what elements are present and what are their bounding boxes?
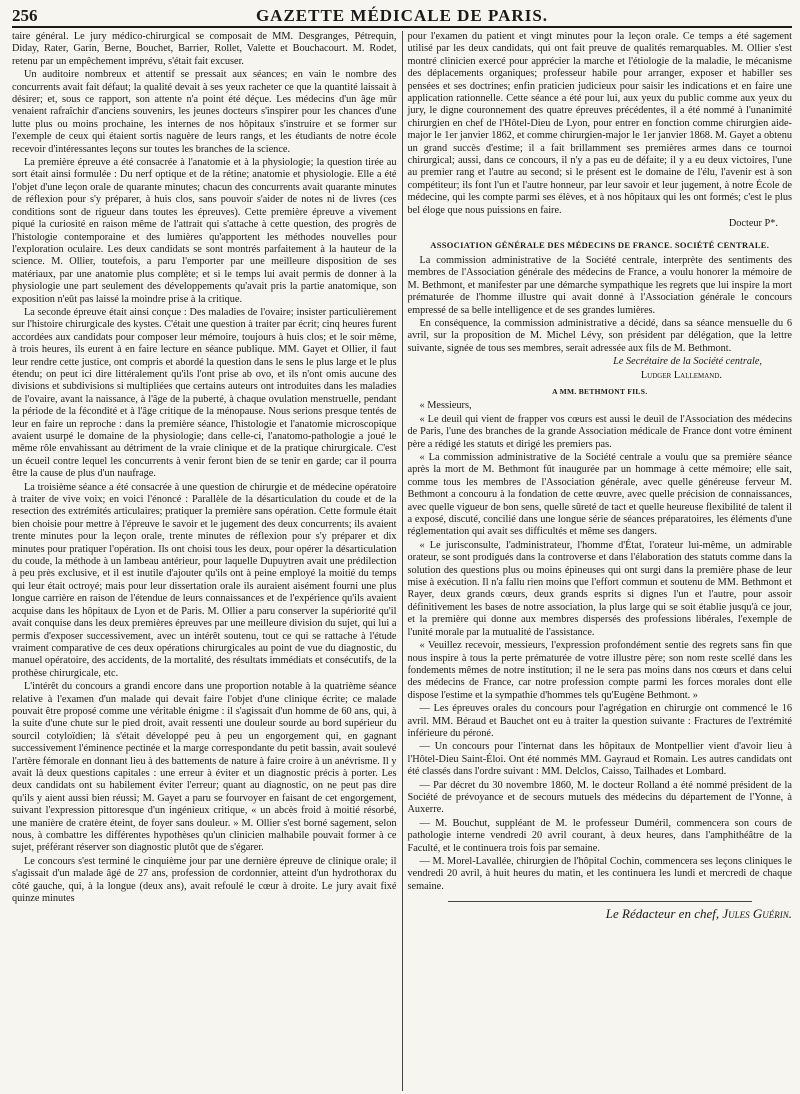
news-item: — Un concours pour l'internat dans les hôpitaux de Montpellier vient d'avoir lieu à l'Hôtel-Dieu Saint-Éloi. Ont été nommés MM. Gayraud et Romain. Les autres candidats ont été classés dans l'ordre suivant : MM. Delclos, Caisso, Tailhades et Lombard.	[407, 741, 792, 778]
paragraph: La première épreuve a été consacrée à l'anatomie et à la physiologie; la question tirée au sort était ainsi formulée : Du nerf optique et de la rétine; anatomie et physiologie. Elle a été l'objet d'une leçon orale de quarante minutes; chacun des concurrents avait quarante minutes de réflexion pour s'y préparer, à huis clos, sans pouvoir s'aider de notes ni de livres (ces conditions sont de rigueur dans toutes les épreuves). Cette première épreuve a vivement piqué la curiosité en raison même de l'attrait qui s'attache à cette question, des progrès de l'histologie contemporaine et des lumières qu'apportent les méthodes nouvelles pour l'exploration oculaire. Les deux candidats se sont montrés parfaitement à la hauteur de la science. M. Ollier, toutefois, a paru l'emporter par une meilleure disposition de ses matériaux, par une anatomie plus complète; et si le temps lui avait permis de donner à la physiologie une part seulement des développements qu'avait pris la partie anatomique, son exposition n'eût pas laissé la moindre prise à la critique.	[12, 157, 397, 305]
paragraph: Un auditoire nombreux et attentif se pressait aux séances; en vain le nombre des concurrents avait fait défaut; la qualité devait à ses yeux racheter ce que la quantité laissait à désirer; et, sous ce rapport, son attente n'a point été déçue. Les médecins d'un âge mûr venaient rafraîchir d'anciens souvenirs, les jeunes docteurs s'inspirer pour les chances d'une lutte plus ou moins prochaine, les internes de nos hôpitaux s'instruire et se former sur l'exemple de ceux qui étaient sortis naguère de leurs rangs, et les étudiants de notre école recevoir d'intéressantes leçons sur toutes les branches de la science.	[12, 69, 397, 155]
left-column	[12, 31, 402, 1091]
right-column	[402, 31, 793, 1091]
editor-label: Le Rédacteur en chef,	[605, 906, 720, 922]
divider	[448, 901, 753, 902]
page-number: 256	[12, 6, 38, 25]
paragraph: pour l'examen du patient et vingt minutes pour la leçon orale. Ce temps a été sagement utilisé par les deux candidats, qui ont fait preuve de qualités remarquables. M. Ollier s'est montré clinicien exercé pour apprécier la marche et l'étiologie de la maladie, le mécanisme des déplacements organiques; professeur habile pour arranger, exposer et habiller ses pensées et ses doctrines; enfin praticien judicieux pour saisir les indications et en faire une application rationnelle. Cette séance a été pour lui, aux yeux du public comme aux yeux du jury, le digne couronnement des quatre épreuves précédentes, il a été nommé à l'unanimité chirurgien en chef de l'Hôtel-Dieu de Lyon, pour entrer en fonction comme chirurgien aide-major le 1er janvier 1862, et comme chirurgien-major le 1er janvier 1868. M. Gayet a obtenu un grand succès d'estime; il a fait brillamment ses premières armes dans ce tournoi chirurgical; aussi, dans ce concours, il n'y a pas eu de défaite; il y a eu deux victoires, l'une au premier rang et l'autre au second; si le présent est le domaine de l'élu, l'avenir est à son compétiteur; ils font l'un et l'autre honneur, par leur savoir et leur jugement, à notre École de médecine, qui les compte parmi ses élèves, et à nos hôpitaux qui les ont formés; c'est le plus bel éloge que nous puissions en faire.	[407, 31, 792, 216]
paragraph: La seconde épreuve était ainsi conçue : Des maladies de l'ovaire; insister particulièrement sur l'histoire chirurgicale des kystes. C'était une question à traiter par écrit; cinq heures furent accordées aux candidats pour composer leur mémoire, toujours à huis clos; et le soir même, à trois heures, ils eurent à en faire lecture en séance publique. MM. Gayet et Ollier, il faut leur rendre cette justice, ont compris et abordé la question dans le sens le plus large et le plus étendu; on peut ici dire littéralement qu'ils l'ont prise ab ovo, et ils n'ont omis aucune des divisions et subdivisions si multipliées que certains auteurs ont introduites dans les maladies de l'ovaire, avant la naissance, à l'âge de la puberté, à chaque ovulation menstruelle, pendant la période de la fécondité et à l'âge critique de la ménopause. Nous serions presque tentés de leur en faire un reproche : dans la première séance, l'histologie et l'anatomie microscopique avaient usurpé le domaine de la physiologie; dans celle-ci, l'anatomo-pathologie a joué le même rôle envahissant au détriment de la vraie clinique et de la pratique chirurgicale. C'est un écueil contre lequel les concurrents à venir feront bien de se tenir en garde; car il pourra être la cause de plus d'un naufrage.	[12, 306, 397, 480]
paragraph: « Le deuil qui vient de frapper vos cœurs est aussi le deuil de l'Association des médecins de Paris, l'une des branches de la grande Association médicale de France dont votre éminent père a rédigé les statuts et dirigé les premiers pas.	[407, 413, 792, 450]
news-item: — M. Morel-Lavallée, chirurgien de l'hôpital Cochin, commencera ses leçons cliniques le vendredi 20 avril, à huit heures du matin, et les continuera les lundi et mercredi de chaque semaine.	[407, 856, 792, 892]
letter-salutation: « Messieurs,	[419, 400, 472, 412]
text-columns	[12, 31, 792, 1091]
secretary-name: Ludger Lallemand.	[640, 369, 722, 381]
paragraph: La troisième séance a été consacrée à une question de chirurgie et de médecine opératoire à traiter de vive voix; en voici l'énoncé : Parallèle de la désarticulation du coude et de la resection des extrémités articulaires; pratiquer la première sans opération. Cette formule était bien choisie pour mettre à l'épreuve le savoir et le jugement des deux concurrents; ils avaient trente minutes pour la leçon orale, trente minutes de réflexion pour s'y préparer et dix minutes pour pratiquer l'opération. Ils ont choisi tous les deux, pour opérer la désarticulation du coude, la méthode à un lambeau antérieur, pour laquelle Dupuytren avait une prédilection à peu près exclusive, et il est inutile d'ajouter qu'ils ont à peine employé la moitié du temps qui leur était octroyé; mais pour leur dissertation orale ils auraient aisément fourni une plus longue carrière en raison de l'étendue de leurs connaissances et de l'expérience qu'ils avaient acquise dans les hôpitaux de Lyon et de Paris. M. Ollier a paru conserver la supériorité qu'il avait conquise dans les deux premières épreuves par une meilleure division du sujet, qui lui a permis d'exposer successivement, avec un intérêt soutenu, tout ce qui se rattache à l'étude vraiment comparative de ces deux opérations chirurgicales au point de vue du diagnostic, du manuel opératoire, des accidents, de la mortalité, des résultats immédiats et consécutifs, de la prothèse chirurgicale, etc.	[12, 481, 397, 679]
page-header	[12, 4, 792, 28]
paragraph: Le concours s'est terminé le cinquième jour par une dernière épreuve de clinique orale; il s'agissait d'un malade âgé de 27 ans, profession de cordonnier, atteint d'un hydrothorax du côté gauche, qui, à la longue (deux ans), avait refoulé le cœur à droite. Le jury avait fixé quinze minutes	[12, 855, 397, 905]
paragraph: taire général. Le jury médico-chirurgical se composait de MM. Desgranges, Pétrequin, Diday, Rater, Garin, Berne, Bouchet, Barrier, Rollet, Valette et Bouchacourt. M. Rodet, retenu par un empêchement imprévu, s'était fait excuser.	[12, 31, 397, 67]
paragraph: La commission administrative de la Société centrale, interprète des sentiments des membres de l'Association générale des médecins de France, a voulu honorer la mémoire de M. Bethmont, et manifester par une démarche sympathique les regrets que lui inspire la mort prématurée de l'homme illustre qui avait donné à l'Association générale le concours empressé de sa belle intelligence et de ses grandes lumières.	[407, 254, 792, 316]
editor-name: Jules Guérin.	[722, 906, 792, 922]
section-heading: ASSOCIATION GÉNÉRALE DES MÉDECINS DE FRANCE. SOCIÉTÉ CENTRALE.	[430, 239, 770, 250]
letter-heading: A MM. BETHMONT FILS.	[552, 386, 648, 396]
editor-signature	[408, 908, 793, 920]
paragraph: « Veuillez recevoir, messieurs, l'expression profondément sentie des regrets sans fin que nous inspire à tous la perte prématurée de votre illustre père; son nom reste scellé dans les fondements mêmes de notre institution; il ne le sera pas moins dans nos cœurs et dans celui des médecins de France, car notre profession compte parmi les forces morales dont elle dispose l'estime et la sympathie d'hommes tels qu'Eugène Bethmont. »	[407, 640, 792, 701]
author-signature: Docteur P*.	[728, 218, 778, 230]
paragraph: En conséquence, la commission administrative a décidé, dans sa séance mensuelle du 6 avril, sur la proposition de M. Michel Lévy, son président par délégation, que la lettre suivante, signée de tous ses membres, serait adressée aux fils de M. Bethmont.	[407, 317, 792, 354]
paragraph: « La commission administrative de la Société centrale a voulu que sa première séance après la mort de M. Bethmont fût inaugurée par un hommage à cette mémoire; elle sait, comme tous les membres de l'Association générale, avec quelle généreuse ferveur M. Bethmont a concouru à la fondation de cette œuvre, avec quelle précision de connaissances, avec quelle vigueur de bon sens, quelle sûreté de tact et quelle heureuse flexibilité de talent il a exposé, discuté, concilié dans une longue série de séances préparatoires, les éléments d'une réglementation qui avait ses difficultés et même ses dangers.	[407, 452, 792, 538]
news-item: — Par décret du 30 novembre 1860, M. le docteur Rolland a été nommé président de la Société de prévoyance et de secours mutuels des médecins du département de l'Yonne, à Auxerre.	[407, 779, 792, 816]
journal-title: GAZETTE MÉDICALE DE PARIS.	[255, 6, 549, 25]
news-item: — Les épreuves orales du concours pour l'agrégation en chirurgie ont commencé le 16 avril. MM. Béraud et Bauchet ont eu à traiter la question suivante : Fractures de l'extrémité inférieure du péroné.	[407, 703, 792, 739]
paragraph: L'intérêt du concours a grandi encore dans une proportion notable à la quatrième séance relative à l'examen d'un malade qui devait faire l'objet d'une clinique écrite; ce malade pouvait être proposé comme une véritable énigme : il s'agissait d'un homme de 60 ans, qui, à la suite d'une chute sur le pied droit, avait ressenti une douleur sourde au bord supérieur du sourcil cotyloïdien; là s'était développé peu à peu un engorgement qui, en gagnant successivement l'éminence pectinée et la marge correspondante du petit bassin, avait soulevé l'artère fémorale en donnant lieu à des battements de nature à faire croire à un anévrisme. Il y avait là deux questions capitales : une erreur à éviter et un diagnostic précis à porter. Les deux candidats ont su habilement éviter l'erreur; quant au diagnostic, on ne peut pas dire qu'ils y aient aussi bien réussi; M. Gayet a paru se fourvoyer en faisant de cet engorgement, suivant l'expression pittoresque d'un ingénieux critique, « un abcès froid à moitié résorbé, une manière de cratère éteint, de foyer sans douleur. » M. Ollier s'est borné sagement, selon nous, à combattre les différentes hypothèses qu'un clinicien malhabile pouvait former à ce sujet, préférant réserver son diagnostic plutôt que de s'égarer.	[12, 681, 397, 854]
secretary-title: Le Secrétaire de la Société centrale,	[613, 356, 762, 368]
paragraph: « Le jurisconsulte, l'administrateur, l'homme d'État, l'orateur lui-même, un admirable orateur, se sont prodigués dans la controverse et dans l'élaboration des statuts comme dans la solution des questions plus ou moins épineuses qui ont surgi dans la première phase de leur mise à exécution. Il n'a fallu rien moins que l'effort commun et soutenu de MM. Bethmont et Rayer, deux grands cœurs, deux grands esprits si dignes l'un et l'autre, pour assoir définitivement les bases de notre association, la plus large qui se soit établie jusqu'à ce jour, et la première qui donne aux membres dispersés des professions libérales, l'exemple de l'unité morale par la mutualité de l'assistance.	[407, 539, 792, 638]
news-item: — M. Bouchut, suppléant de M. le professeur Duméril, commencera son cours de pathologie interne vendredi 20 avril courant, à deux heures, dans l'amphithéâtre de la Faculté, et le continuera trois fois par semaine.	[407, 817, 792, 854]
